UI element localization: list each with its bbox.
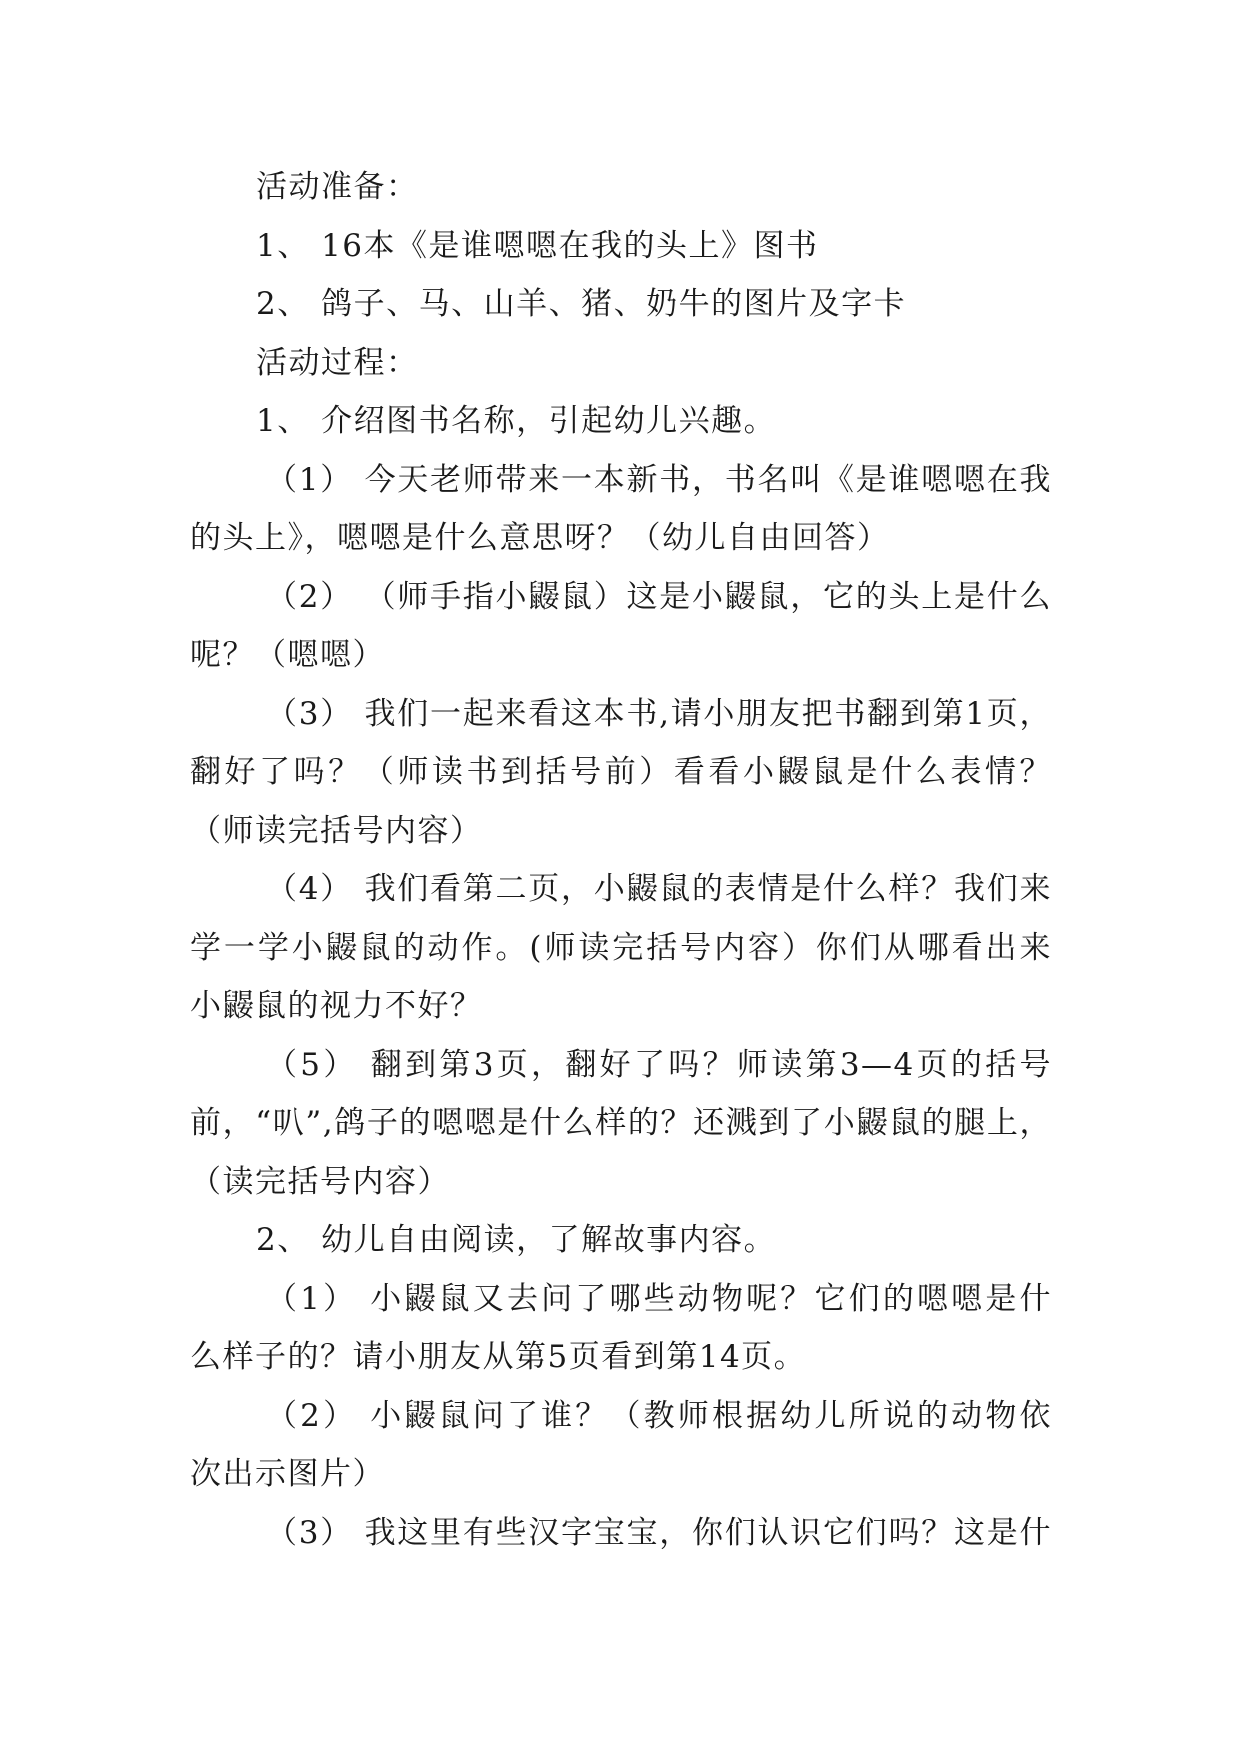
paragraph-line: 翻好了吗？（师读书到括号前）看看小鼹鼠是什么表情？ <box>190 754 1052 790</box>
preparation-item-1: 1、 16本《是谁嗯嗯在我的头上》图书 <box>256 227 819 264</box>
paragraph-line: 的头上》，嗯嗯是什么意思呀？（幼儿自由回答） <box>190 520 890 556</box>
paragraph-line: （3） 我们一起来看这本书,请小朋友把书翻到第1页， <box>266 695 1052 732</box>
process-step-1: 1、 介绍图书名称，引起幼儿兴趣。 <box>256 403 777 439</box>
paragraph-line: （1） 小鼹鼠又去问了哪些动物呢？它们的嗯嗯是什 <box>266 1280 1052 1317</box>
paragraph-line: （1） 今天老师带来一本新书，书名叫《是谁嗯嗯在我 <box>266 461 1052 498</box>
paragraph-line: （4） 我们看第二页，小鼹鼠的表情是什么样？我们来 <box>266 871 1052 907</box>
document-body <box>190 158 1052 1562</box>
paragraph-line: 小鼹鼠的视力不好？ <box>190 988 483 1024</box>
process-step-2: 2、 幼儿自由阅读，了解故事内容。 <box>256 1222 777 1258</box>
paragraph-line: 次出示图片） <box>190 1456 385 1492</box>
preparation-item-2: 2、 鸽子、马、山羊、猪、奶牛的图片及字卡 <box>256 286 907 322</box>
section-heading-process: 活动过程： <box>256 344 419 381</box>
paragraph-line: 呢？（嗯嗯） <box>190 637 385 673</box>
paragraph-line: 学一学小鼹鼠的动作。(师读完括号内容）你们从哪看出来 <box>190 929 1052 966</box>
paragraph-line: 么样子的？请小朋友从第5页看到第14页。 <box>190 1339 807 1375</box>
section-heading-preparation: 活动准备： <box>256 169 419 205</box>
paragraph-line: （2） （师手指小鼹鼠）这是小鼹鼠，它的头上是什么 <box>266 578 1052 615</box>
paragraph-line: （师读完括号内容） <box>190 812 483 849</box>
paragraph-line: 前，“叭”,鸽子的嗯嗯是什么样的？还溅到了小鼹鼠的腿上， <box>190 1105 1052 1141</box>
paragraph-line: （2） 小鼹鼠问了谁？（教师根据幼儿所说的动物依 <box>266 1397 1052 1434</box>
paragraph-line: （读完括号内容） <box>190 1163 450 1200</box>
paragraph-line: （3） 我这里有些汉字宝宝，你们认识它们吗？这是什 <box>266 1514 1052 1551</box>
paragraph-line: （5） 翻到第3页，翻好了吗？师读第3—4页的括号 <box>266 1046 1052 1083</box>
